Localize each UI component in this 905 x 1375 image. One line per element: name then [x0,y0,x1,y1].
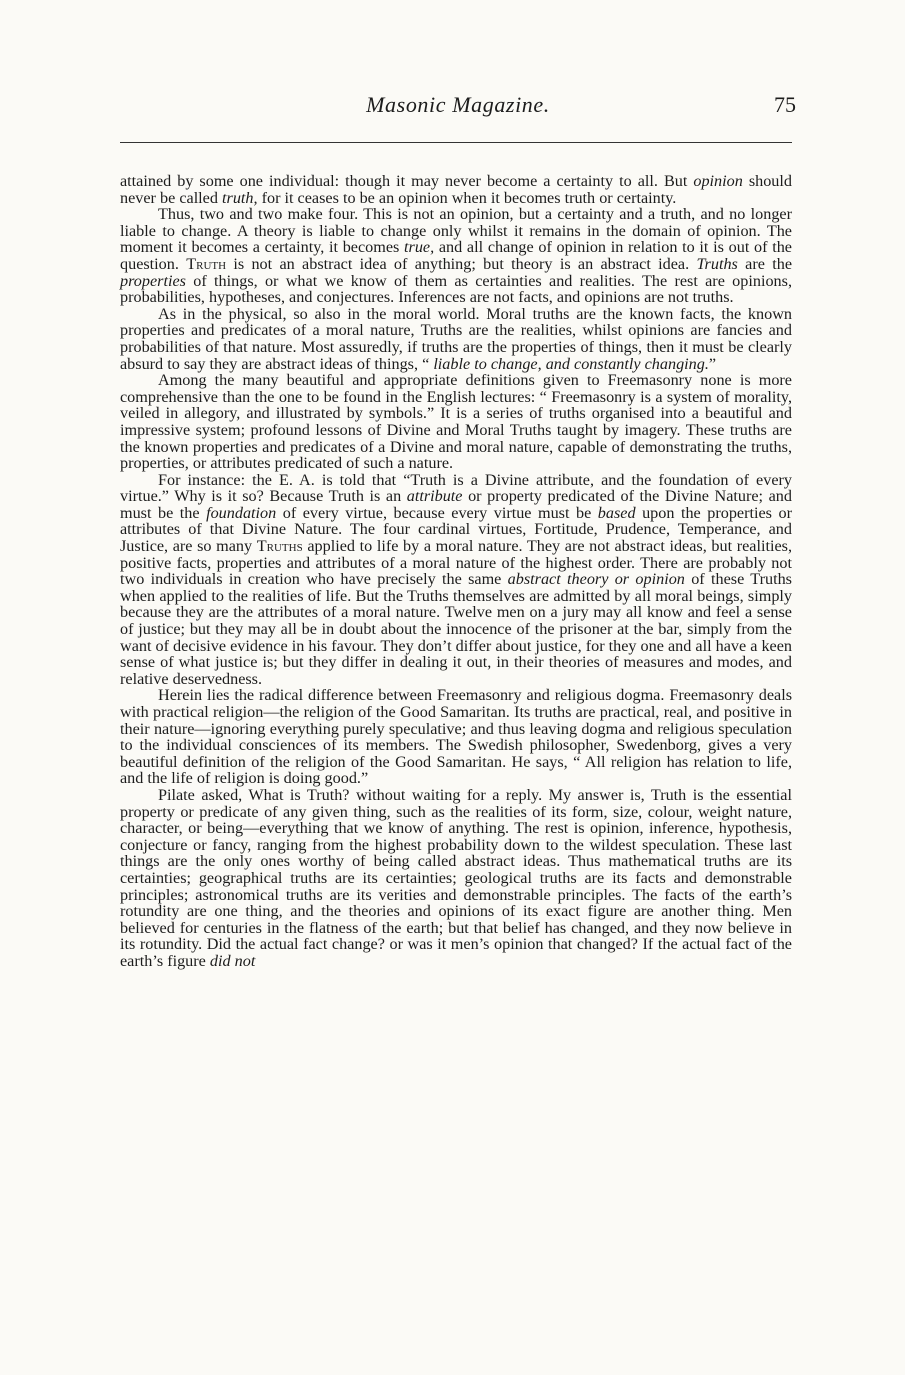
italic-run: Truths [696,254,738,273]
text-run: Thus, two and two make four. This is not an opinion, but a certainty and a truth, and no longer liable to change. A theory is liable to change only whilst it remains in the domain of opinion. The moment it becomes a certainty, it becomes [120,205,792,257]
small-caps-run: Truths [256,537,303,556]
italic-run: abstract theory or opinion [507,570,685,589]
page-number: 75 [774,92,796,117]
small-caps-run: Truth [186,254,227,273]
text-run: should never be called [120,172,792,207]
text-run: of these Truths when applied to the realities of life. But the Truths themselves are admitted by all moral beings, simply because they are the attributes of a moral nature. Twelve men on a jury may all know and feel a sense of justice; but they may all be in doubt about the innocence of the prisoner at the bar, simply from the want of decisive evidence in his favour. They don’t differ about justice, for they one and all have a keen sense of what justice is; but they differ in dealing it out, in their theories of measures and modes, and relative deservedness. [120,570,793,688]
text-run: is not an abstract idea of anything; but theory is an abstract idea. [226,254,697,273]
italic-run: foundation [206,503,277,522]
text-run: of every virtue, because every virtue must be [276,503,598,522]
running-header [120,92,796,126]
text-run: Among the many beautiful and appropriate definitions given to Freemasonry none is more comprehensive than the one to be found in the English lectures: “ Freemasonry is a system of morality, veiled in allegory, and illustrated by symbols.” It is a series of truths organised into a beautiful and impressive system; profound lessons of Divine and Moral Truths taught by imagery. These truths are the known properties and predicates of a Divine and moral nature, capable of demonstrating the truths, properties, or attributes predicated of such a nature. [120,371,792,473]
magazine-title: Masonic Magazine. [366,92,550,117]
text-run: or property predicated of the Divine Nature; and must be the [120,487,792,522]
paragraph [120,306,792,372]
text-run: applied to life by a moral nature. They are not abstract ideas, but realities, positive facts, properties and attributes of a moral nature of the highest order. There are probably not two individuals in creation who have precisely the same [120,537,792,589]
paragraph [120,372,792,472]
paragraph [120,787,792,970]
text-run: ” [708,354,717,373]
header-rule [120,142,792,143]
text-run: and all change of opinion in relation to it is out of the question. [120,238,792,273]
text-run: of things, or what we know of them as certainties and realities. The rest are opinions, probabilities, hypotheses, and conjectures. Inferences are not facts, and opinions are not truths. [120,271,792,307]
italic-run: did not [209,951,256,970]
italic-run: true, [404,238,435,257]
italic-run: based [597,503,636,522]
italic-run: properties [120,271,186,290]
paragraph [120,173,792,206]
article-body [120,173,792,970]
italic-run: liable to change, and constantly changing. [433,354,709,373]
text-run: upon the properties or attributes of that Divine Nature. The four cardinal virtues, Fortitude, Prudence, Temperance, and Justice, are so many [120,503,792,556]
italic-run: attribute [406,487,463,506]
italic-run: truth, [222,188,258,207]
text-run: For instance: the E. A. is told that “Truth is a Divine attribute, and the foundation of every virtue.” Why is it so? Because Truth is an [120,470,792,506]
text-run: Herein lies the radical difference between Freemasonry and religious dogma. Freemasonry deals with practical religion—the religion of the Good Samaritan. Its truths are practical, real, and positive in their nature—ignoring everything purely speculative; and thus leaving dogma and religious speculation to the individual consciences of its members. The Swedish philosopher, Swedenborg, gives a very beautiful definition of the religion of the Good Samaritan. He says, “ All religion has relation to life, and the life of religion is doing good.” [120,686,792,788]
text-run: are the [737,254,793,273]
paragraph [120,687,792,787]
paragraph [120,472,792,688]
text-run: As in the physical, so also in the moral world. Moral truths are the known facts, the known properties and predicates of a moral nature, Truths are the realities, whilst opinions are fancies and probabilities of that nature. Most assuredly, if truths are the properties of things, then it must be clearly absurd to say they are abstract ideas of things, “ [120,304,792,373]
paragraph [120,206,792,306]
text-run: attained by some one individual: though it may never become a certainty to all. But [120,172,694,190]
italic-run: opinion [693,172,743,190]
text-run: for it ceases to be an opinion when it becomes truth or certainty. [257,188,677,207]
text-run: Pilate asked, What is Truth? without waiting for a reply. My answer is, Truth is the essential property or predicate of any given thing, such as the realities of its form, size, colour, weight nature, character, or being—everything that we know of anything. The rest is opinion, inference, hypothesis, conjecture or fancy, ranging from the highest probability down to the wildest speculation. These last things are the only ones worthy of being called abstract ideas. Thus mathematical truths are its certainties; geographical truths are its certainties; geological truths are its facts and demonstrable principles; astronomical truths are its verities and demonstrable principles. The facts of the earth’s rotundity are one thing, and the theories and opinions of its exact figure are another thing. Men believed for centuries in the flatness of the earth; but that belief has changed, and they now believe in its rotundity. Did the actual fact change? or was it men’s opinion that changed? If the actual fact of the earth’s figure [120,785,792,970]
